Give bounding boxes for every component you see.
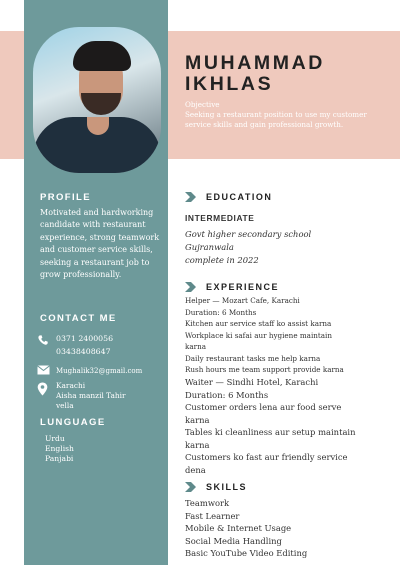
language-item: Panjabi <box>45 454 74 463</box>
profile-photo <box>33 27 161 173</box>
skill-item: Fast Learner <box>185 510 240 521</box>
skill-item: Basic YouTube Video Editing <box>185 548 308 558</box>
education-level: INTERMEDIATE <box>185 213 255 223</box>
candidate-name <box>185 53 325 95</box>
language-item: Urdu <box>45 434 65 443</box>
phone-icon <box>37 334 49 346</box>
phone-2: 03438408647 <box>56 347 111 356</box>
email: Mughalik32@gmail.com <box>56 367 143 375</box>
experience-line-large: Customer orders lena aur food serve <box>185 402 342 412</box>
address-line-2: Aisha manzil Tahir <box>56 391 126 400</box>
phone-1: 0371 2400056 <box>56 334 114 343</box>
experience-line-large: Waiter — Sindhi Hotel, Karachi <box>185 377 319 387</box>
experience-line: Rush hours me team support provide karna <box>185 365 344 374</box>
name-line-1: MUHAMMAD <box>185 52 325 74</box>
education-status: complete in 2022 <box>185 255 259 265</box>
experience-line-large: Tables ki cleanliness aur setup maintain <box>185 427 356 437</box>
contact-heading: CONTACT ME <box>40 313 117 324</box>
education-city: Gujranwala <box>185 242 234 252</box>
skill-item: Teamwork <box>185 498 230 508</box>
experience-line-large: Customers ko fast aur friendly service <box>185 452 348 462</box>
location-pin-icon <box>37 382 48 396</box>
envelope-icon <box>37 365 50 375</box>
name-line-2: IKHLAS <box>185 73 274 95</box>
profile-heading: PROFILE <box>40 192 91 203</box>
experience-line: Kitchen aur service staff ko assist karna <box>185 319 332 328</box>
experience-line-large: dena <box>185 464 206 475</box>
chevron-arrow-icon <box>185 282 199 292</box>
chevron-arrow-icon <box>185 192 199 202</box>
skill-item: Mobile & Internet Usage <box>185 523 292 533</box>
language-heading: LUNGUAGE <box>40 417 106 428</box>
address-line-1: Karachi <box>56 381 86 390</box>
address-line-3: vella <box>56 401 74 410</box>
objective-text: Seeking a restaurant position to use my customer service skills and gain professional growth. <box>185 110 367 129</box>
skill-item: Social Media Handling <box>185 535 282 546</box>
experience-line: Helper — Mozart Cafe, Karachi <box>185 296 300 305</box>
language-item: English <box>45 444 74 453</box>
profile-text: Motivated and hardworking candidate with restaurant experience, strong teamwork and customer service skills, seeking a restaurant job to grow professionally. <box>40 208 160 280</box>
experience-line-large: karna <box>185 439 210 450</box>
education-heading: EDUCATION <box>206 192 273 202</box>
experience-line: Workplace ki safai aur hygiene maintain <box>185 330 332 340</box>
chevron-arrow-icon <box>185 482 199 492</box>
experience-line-large: karna <box>185 414 210 425</box>
experience-heading: EXPERIENCE <box>206 282 280 292</box>
objective <box>185 100 385 130</box>
experience-line: Daily restaurant tasks me help karna <box>185 353 321 363</box>
skills-heading: SKILLS <box>206 482 248 492</box>
experience-line-large: Duration: 6 Months <box>185 389 269 400</box>
education-school: Govt higher secondary school <box>185 229 312 239</box>
experience-line: Duration: 6 Months <box>185 307 257 317</box>
experience-line: karna <box>185 342 206 351</box>
objective-label: Objective <box>185 100 220 109</box>
